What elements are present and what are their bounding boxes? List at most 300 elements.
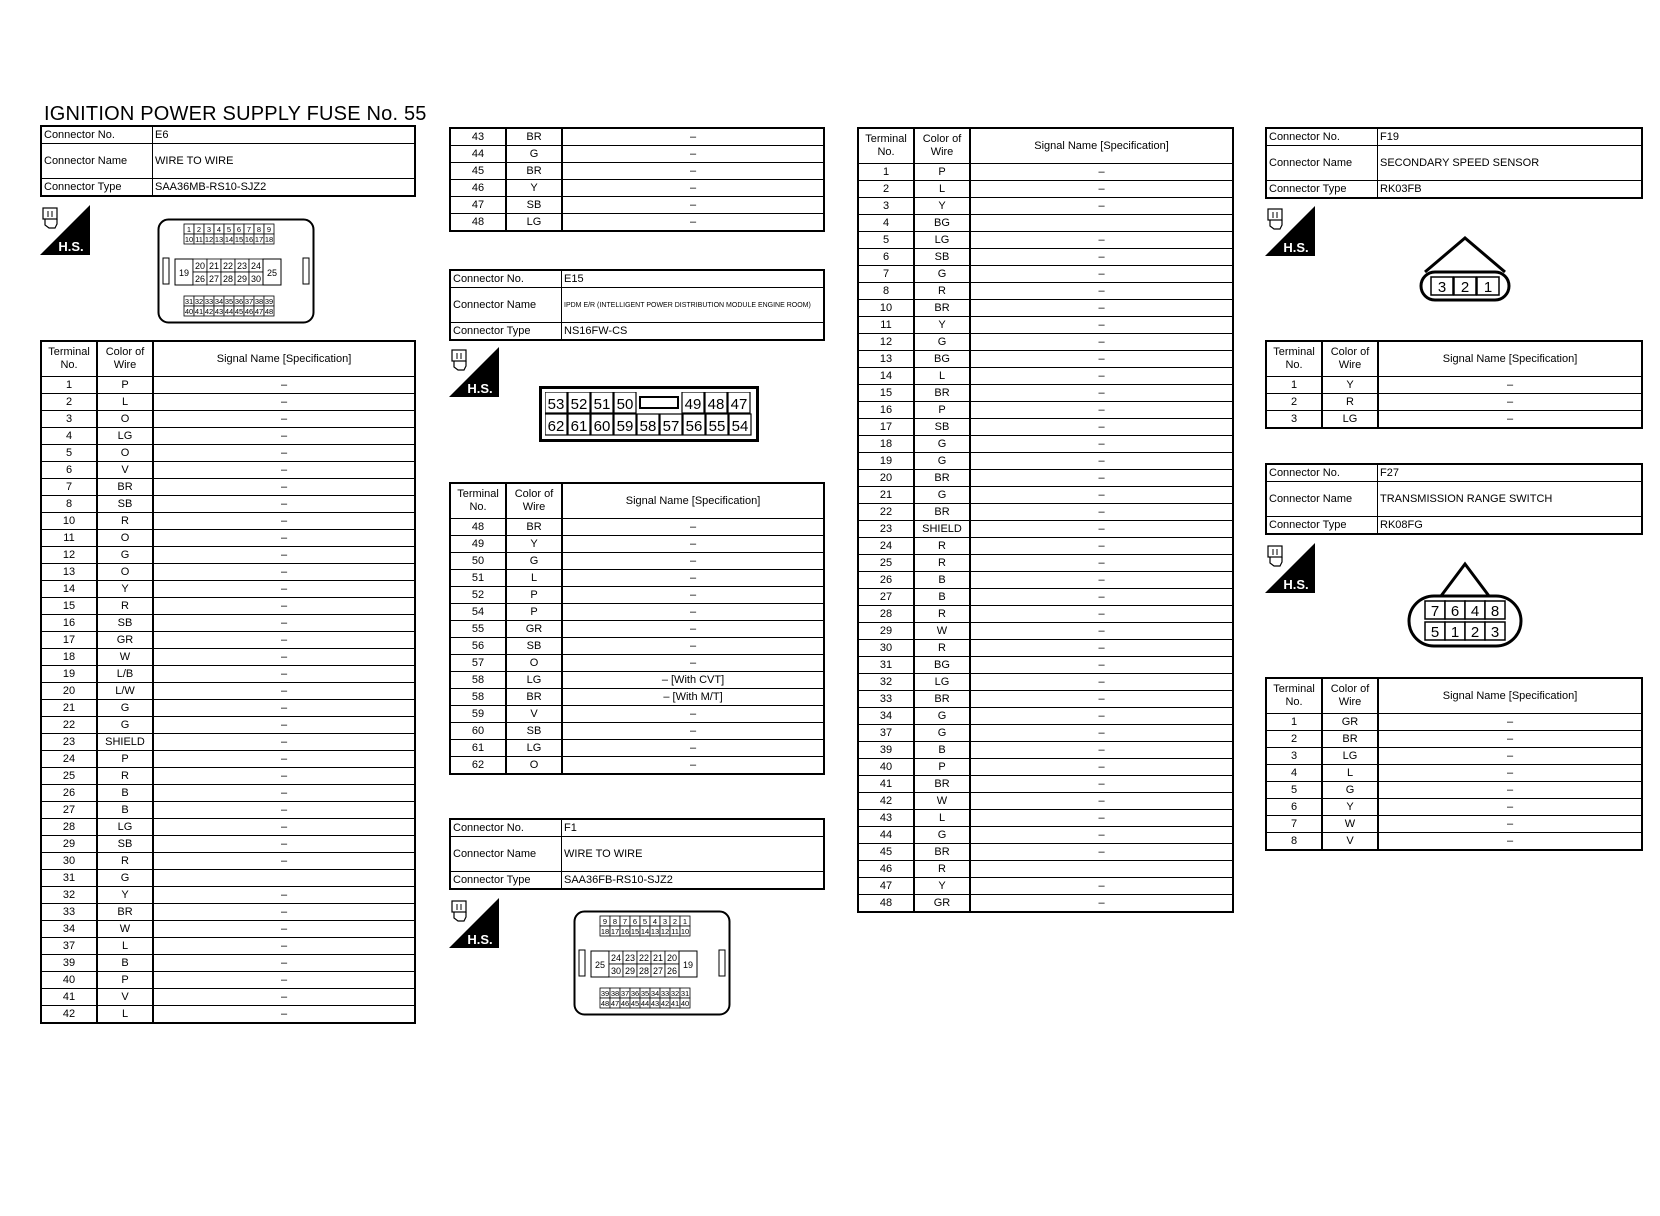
table-row bbox=[858, 181, 1233, 198]
table-row bbox=[450, 638, 824, 655]
cavity: 8 bbox=[612, 917, 618, 926]
terminal-no: 27 bbox=[858, 589, 914, 606]
terminal-no: 31 bbox=[858, 657, 914, 674]
cavity: 18 bbox=[600, 927, 610, 936]
cavity: 22 bbox=[222, 261, 234, 271]
wire-color: Y bbox=[914, 878, 970, 895]
table-row bbox=[1266, 748, 1642, 765]
f27-cavity: 3 bbox=[1490, 624, 1500, 641]
connector-type-value: SAA36FB-RS10-SJZ2 bbox=[562, 872, 825, 890]
table-row bbox=[858, 776, 1233, 793]
cavity: 31 bbox=[680, 989, 690, 998]
table-row bbox=[858, 895, 1233, 913]
cavity: 46 bbox=[244, 307, 254, 316]
table-row bbox=[41, 887, 415, 904]
terminal-no: 28 bbox=[41, 819, 97, 836]
connector-e15-diagram bbox=[539, 386, 759, 442]
signal-name: – bbox=[153, 479, 415, 496]
table-row bbox=[858, 198, 1233, 215]
wire-color: L/B bbox=[97, 666, 153, 683]
terminal-no: 6 bbox=[41, 462, 97, 479]
table-row bbox=[858, 657, 1233, 674]
cavity: 38 bbox=[610, 989, 620, 998]
table-row bbox=[1266, 765, 1642, 782]
table-row bbox=[41, 768, 415, 785]
table-row bbox=[450, 146, 824, 163]
wire-color: GR bbox=[506, 621, 562, 638]
wire-color: R bbox=[914, 555, 970, 572]
terminal-no: 48 bbox=[450, 214, 506, 232]
connector-name-value: TRANSMISSION RANGE SWITCH bbox=[1378, 482, 1643, 517]
wire-color: Y bbox=[914, 198, 970, 215]
signal-name: – bbox=[562, 655, 824, 672]
table-row bbox=[41, 649, 415, 666]
wire-color: BR bbox=[914, 300, 970, 317]
cavity: 35 bbox=[224, 297, 234, 306]
table-row bbox=[41, 989, 415, 1006]
cavity: 9 bbox=[266, 225, 272, 234]
cavity: 5 bbox=[226, 225, 232, 234]
signal-name: – bbox=[970, 555, 1233, 572]
table-row bbox=[41, 598, 415, 615]
wire-color: P bbox=[97, 751, 153, 768]
cavity: 23 bbox=[236, 261, 248, 271]
signal-name: – bbox=[562, 587, 824, 604]
wire-color: LG bbox=[1322, 748, 1378, 765]
connector-f1-pin-table bbox=[857, 127, 1234, 913]
terminal-no: 17 bbox=[41, 632, 97, 649]
wire-color: SB bbox=[914, 249, 970, 266]
terminal-no: 23 bbox=[858, 521, 914, 538]
signal-name: – bbox=[153, 768, 415, 785]
table-row bbox=[858, 351, 1233, 368]
signal-name: – bbox=[153, 904, 415, 921]
hs-icon bbox=[40, 205, 90, 255]
hs-icon bbox=[1265, 206, 1315, 256]
header-color-of-wire: Color of Wire bbox=[1322, 341, 1378, 377]
wire-color: P bbox=[97, 377, 153, 394]
table-row bbox=[858, 589, 1233, 606]
table-row bbox=[858, 555, 1233, 572]
table-row bbox=[858, 334, 1233, 351]
terminal-no: 32 bbox=[858, 674, 914, 691]
table-row bbox=[41, 751, 415, 768]
table-row bbox=[450, 740, 824, 757]
connector-no-value: F19 bbox=[1378, 128, 1643, 146]
table-row bbox=[450, 621, 824, 638]
label-connector-name: Connector Name bbox=[450, 837, 562, 872]
terminal-no: 61 bbox=[450, 740, 506, 757]
wire-color: R bbox=[97, 768, 153, 785]
signal-name: – bbox=[562, 163, 824, 180]
wire-color: R bbox=[914, 640, 970, 657]
hs-label: H.S. bbox=[1283, 577, 1309, 592]
cavity: 30 bbox=[610, 966, 622, 976]
table-row bbox=[858, 742, 1233, 759]
terminal-no: 7 bbox=[41, 479, 97, 496]
table-row bbox=[858, 640, 1233, 657]
terminal-no: 26 bbox=[41, 785, 97, 802]
terminal-no: 10 bbox=[41, 513, 97, 530]
table-row bbox=[41, 547, 415, 564]
wire-color: BR bbox=[914, 470, 970, 487]
connector-name-value: SECONDARY SPEED SENSOR bbox=[1378, 146, 1643, 181]
cavity: 31 bbox=[184, 297, 194, 306]
terminal-no: 47 bbox=[858, 878, 914, 895]
signal-name: – bbox=[970, 640, 1233, 657]
cavity: 4 bbox=[652, 917, 658, 926]
signal-name: – bbox=[153, 717, 415, 734]
signal-name: – bbox=[562, 570, 824, 587]
terminal-no: 3 bbox=[1266, 411, 1322, 429]
signal-name: – bbox=[153, 972, 415, 989]
cavity: 26 bbox=[194, 274, 206, 284]
cavity: 3 bbox=[662, 917, 668, 926]
e15-cavity: 49 bbox=[684, 396, 702, 413]
signal-name: – bbox=[153, 955, 415, 972]
signal-name: – bbox=[970, 725, 1233, 742]
table-row bbox=[858, 300, 1233, 317]
wire-color: G bbox=[914, 827, 970, 844]
f27-cavity: 1 bbox=[1450, 624, 1460, 641]
terminal-no: 6 bbox=[1266, 799, 1322, 816]
table-row bbox=[858, 521, 1233, 538]
table-row bbox=[450, 553, 824, 570]
terminal-no: 41 bbox=[858, 776, 914, 793]
wire-color: O bbox=[97, 530, 153, 547]
cavity: 7 bbox=[622, 917, 628, 926]
wire-color: P bbox=[506, 604, 562, 621]
label-connector-type: Connector Type bbox=[450, 872, 562, 890]
connector-name-value: IPDM E/R (INTELLIGENT POWER DISTRIBUTION MODULE ENGINE ROOM) bbox=[562, 288, 825, 323]
signal-name: – [With CVT] bbox=[562, 672, 824, 689]
label-connector-name: Connector Name bbox=[450, 288, 562, 323]
connector-e6-pin-table bbox=[40, 340, 416, 1024]
signal-name: – bbox=[970, 283, 1233, 300]
signal-name: – bbox=[970, 334, 1233, 351]
table-row bbox=[1266, 411, 1642, 429]
terminal-no: 10 bbox=[858, 300, 914, 317]
terminal-no: 54 bbox=[450, 604, 506, 621]
terminal-no: 18 bbox=[41, 649, 97, 666]
table-row bbox=[1266, 816, 1642, 833]
wire-color: Y bbox=[97, 887, 153, 904]
terminal-no: 32 bbox=[41, 887, 97, 904]
table-row bbox=[858, 810, 1233, 827]
label-connector-no: Connector No. bbox=[41, 126, 153, 144]
wire-color: BR bbox=[97, 479, 153, 496]
terminal-no: 31 bbox=[41, 870, 97, 887]
signal-name: – bbox=[562, 214, 824, 232]
terminal-no: 48 bbox=[450, 519, 506, 536]
terminal-no: 13 bbox=[858, 351, 914, 368]
table-row bbox=[41, 462, 415, 479]
signal-name: – bbox=[970, 436, 1233, 453]
terminal-no: 33 bbox=[858, 691, 914, 708]
signal-name: – bbox=[1378, 377, 1642, 394]
connector-no-value: E6 bbox=[153, 126, 416, 144]
connector-no-value: F1 bbox=[562, 819, 825, 837]
terminal-no: 44 bbox=[858, 827, 914, 844]
cavity: 8 bbox=[256, 225, 262, 234]
hs-label: H.S. bbox=[1283, 240, 1309, 255]
e15-cavity: 53 bbox=[547, 396, 565, 413]
terminal-no: 8 bbox=[41, 496, 97, 513]
label-connector-name: Connector Name bbox=[1266, 482, 1378, 517]
signal-name: – bbox=[970, 793, 1233, 810]
terminal-no: 43 bbox=[450, 128, 506, 146]
table-row bbox=[858, 317, 1233, 334]
terminal-no: 24 bbox=[41, 751, 97, 768]
terminal-no: 22 bbox=[858, 504, 914, 521]
wire-color: GR bbox=[1322, 714, 1378, 731]
wire-color: LG bbox=[506, 214, 562, 232]
cavity: 44 bbox=[224, 307, 234, 316]
cavity: 40 bbox=[184, 307, 194, 316]
terminal-no: 59 bbox=[450, 706, 506, 723]
cavity: 7 bbox=[246, 225, 252, 234]
signal-name: – bbox=[153, 530, 415, 547]
table-row bbox=[858, 266, 1233, 283]
wire-color: P bbox=[506, 587, 562, 604]
terminal-no: 33 bbox=[41, 904, 97, 921]
wire-color: L bbox=[914, 810, 970, 827]
header-color-of-wire: Color of Wire bbox=[914, 128, 970, 164]
cavity: 2 bbox=[196, 225, 202, 234]
e15-cavity: 54 bbox=[731, 418, 749, 435]
terminal-no: 37 bbox=[41, 938, 97, 955]
terminal-no: 28 bbox=[858, 606, 914, 623]
wire-color: G bbox=[97, 547, 153, 564]
table-row bbox=[858, 368, 1233, 385]
table-row bbox=[858, 436, 1233, 453]
label-connector-type: Connector Type bbox=[1266, 181, 1378, 199]
table-row bbox=[858, 453, 1233, 470]
terminal-no: 15 bbox=[858, 385, 914, 402]
connector-name-value: WIRE TO WIRE bbox=[562, 837, 825, 872]
header-terminal-no: Terminal No. bbox=[1266, 678, 1322, 714]
terminal-no: 6 bbox=[858, 249, 914, 266]
wire-color: B bbox=[914, 742, 970, 759]
cavity: 10 bbox=[680, 927, 690, 936]
table-row bbox=[858, 283, 1233, 300]
f19-cavity: 3 bbox=[1437, 279, 1447, 296]
wire-color: G bbox=[914, 725, 970, 742]
wire-color: O bbox=[97, 564, 153, 581]
signal-name: – bbox=[970, 487, 1233, 504]
cavity: 5 bbox=[642, 917, 648, 926]
signal-name: – bbox=[970, 266, 1233, 283]
signal-name: – bbox=[1378, 833, 1642, 851]
table-row bbox=[41, 513, 415, 530]
cavity: 39 bbox=[600, 989, 610, 998]
wire-color: Y bbox=[914, 317, 970, 334]
cavity: 41 bbox=[670, 999, 680, 1008]
e15-cavity: 47 bbox=[730, 396, 748, 413]
wire-color: W bbox=[914, 793, 970, 810]
signal-name: – bbox=[153, 411, 415, 428]
cavity: 46 bbox=[620, 999, 630, 1008]
wire-color: P bbox=[914, 402, 970, 419]
table-row bbox=[450, 604, 824, 621]
cavity: 42 bbox=[204, 307, 214, 316]
terminal-no: 18 bbox=[858, 436, 914, 453]
table-row bbox=[41, 870, 415, 887]
e15-cavity: 60 bbox=[593, 418, 611, 435]
connector-f1-diagram bbox=[573, 910, 731, 1016]
signal-name: – bbox=[1378, 765, 1642, 782]
table-row bbox=[41, 581, 415, 598]
wire-color: G bbox=[97, 717, 153, 734]
table-row bbox=[858, 691, 1233, 708]
table-row bbox=[41, 955, 415, 972]
wire-color: SB bbox=[506, 723, 562, 740]
connector-e6-info bbox=[40, 125, 416, 197]
wire-color: BR bbox=[506, 163, 562, 180]
signal-name: – bbox=[153, 598, 415, 615]
cavity: 17 bbox=[254, 235, 264, 244]
label-connector-type: Connector Type bbox=[1266, 517, 1378, 535]
connector-type-value: RK03FB bbox=[1378, 181, 1643, 199]
table-row bbox=[450, 706, 824, 723]
cavity: 11 bbox=[671, 927, 679, 936]
signal-name: – bbox=[153, 615, 415, 632]
cavity: 13 bbox=[214, 235, 224, 244]
f27-cavity: 7 bbox=[1430, 603, 1440, 620]
signal-name: – bbox=[153, 887, 415, 904]
cavity: 15 bbox=[234, 235, 244, 244]
table-row bbox=[41, 785, 415, 802]
header-color-of-wire: Color of Wire bbox=[97, 341, 153, 377]
wire-color: G bbox=[914, 436, 970, 453]
e15-cavity: 59 bbox=[616, 418, 634, 435]
cavity: 6 bbox=[632, 917, 638, 926]
terminal-no: 42 bbox=[41, 1006, 97, 1024]
signal-name: – bbox=[970, 368, 1233, 385]
table-row bbox=[41, 666, 415, 683]
wire-color: B bbox=[914, 572, 970, 589]
hs-label: H.S. bbox=[58, 239, 84, 254]
cavity: 18 bbox=[264, 235, 274, 244]
cavity: 14 bbox=[224, 235, 234, 244]
wire-color: W bbox=[1322, 816, 1378, 833]
terminal-no: 46 bbox=[450, 180, 506, 197]
hs-icon bbox=[449, 898, 499, 948]
wire-color: W bbox=[97, 921, 153, 938]
cavity: 24 bbox=[610, 953, 622, 963]
e15-cavity: 48 bbox=[707, 396, 725, 413]
connector-f27-info bbox=[1265, 463, 1643, 535]
wire-color: R bbox=[97, 513, 153, 530]
signal-name: – bbox=[970, 742, 1233, 759]
wire-color: SB bbox=[97, 615, 153, 632]
signal-name: – bbox=[970, 606, 1233, 623]
terminal-no: 1 bbox=[1266, 377, 1322, 394]
signal-name: – bbox=[153, 1006, 415, 1024]
wire-color: SB bbox=[506, 638, 562, 655]
cavity: 20 bbox=[666, 953, 678, 963]
wire-color: G bbox=[97, 700, 153, 717]
header-color-of-wire: Color of Wire bbox=[506, 483, 562, 519]
cavity: 25 bbox=[594, 960, 606, 970]
wire-color: Y bbox=[506, 180, 562, 197]
terminal-no: 29 bbox=[41, 836, 97, 853]
wire-color: P bbox=[914, 164, 970, 181]
terminal-no: 2 bbox=[1266, 731, 1322, 748]
terminal-no: 57 bbox=[450, 655, 506, 672]
table-row bbox=[858, 504, 1233, 521]
wire-color: G bbox=[1322, 782, 1378, 799]
cavity: 17 bbox=[610, 927, 620, 936]
signal-name: – bbox=[1378, 411, 1642, 429]
cavity: 24 bbox=[250, 261, 262, 271]
signal-name: – bbox=[562, 536, 824, 553]
signal-name: – bbox=[1378, 816, 1642, 833]
table-row bbox=[858, 793, 1233, 810]
terminal-no: 29 bbox=[858, 623, 914, 640]
table-row bbox=[450, 180, 824, 197]
cavity: 27 bbox=[208, 274, 220, 284]
signal-name: – bbox=[1378, 748, 1642, 765]
signal-name: – bbox=[1378, 731, 1642, 748]
signal-name bbox=[970, 215, 1233, 232]
signal-name: – bbox=[970, 453, 1233, 470]
wire-color: LG bbox=[97, 428, 153, 445]
f19-cavity: 1 bbox=[1483, 279, 1493, 296]
cavity: 29 bbox=[624, 966, 636, 976]
wire-color: BR bbox=[914, 776, 970, 793]
wire-color: B bbox=[97, 955, 153, 972]
wire-color: L bbox=[1322, 765, 1378, 782]
table-row bbox=[858, 572, 1233, 589]
terminal-no: 39 bbox=[858, 742, 914, 759]
signal-name: – bbox=[153, 445, 415, 462]
terminal-no: 3 bbox=[858, 198, 914, 215]
table-row bbox=[450, 197, 824, 214]
connector-f19-diagram bbox=[1415, 232, 1515, 304]
label-connector-type: Connector Type bbox=[450, 323, 562, 341]
wire-color: R bbox=[1322, 394, 1378, 411]
wire-color: GR bbox=[914, 895, 970, 913]
terminal-no: 22 bbox=[41, 717, 97, 734]
e15-cavity: 56 bbox=[685, 418, 703, 435]
cavity: 48 bbox=[264, 307, 274, 316]
hs-icon bbox=[1265, 543, 1315, 593]
terminal-no: 8 bbox=[1266, 833, 1322, 851]
table-row bbox=[858, 249, 1233, 266]
table-row bbox=[41, 717, 415, 734]
cavity: 14 bbox=[640, 927, 650, 936]
wire-color: LG bbox=[97, 819, 153, 836]
signal-name: – bbox=[153, 700, 415, 717]
cavity: 42 bbox=[660, 999, 670, 1008]
cavity: 36 bbox=[630, 989, 640, 998]
cavity: 23 bbox=[624, 953, 636, 963]
wire-color: G bbox=[506, 553, 562, 570]
label-connector-no: Connector No. bbox=[450, 270, 562, 288]
wire-color: R bbox=[914, 538, 970, 555]
e15-cavity: 62 bbox=[547, 418, 565, 435]
wire-color: O bbox=[97, 445, 153, 462]
table-row bbox=[858, 759, 1233, 776]
cavity: 41 bbox=[194, 307, 204, 316]
terminal-no: 1 bbox=[858, 164, 914, 181]
wire-color: BG bbox=[914, 215, 970, 232]
cavity: 19 bbox=[178, 268, 190, 278]
terminal-no: 47 bbox=[450, 197, 506, 214]
terminal-no: 7 bbox=[858, 266, 914, 283]
cavity: 28 bbox=[222, 274, 234, 284]
